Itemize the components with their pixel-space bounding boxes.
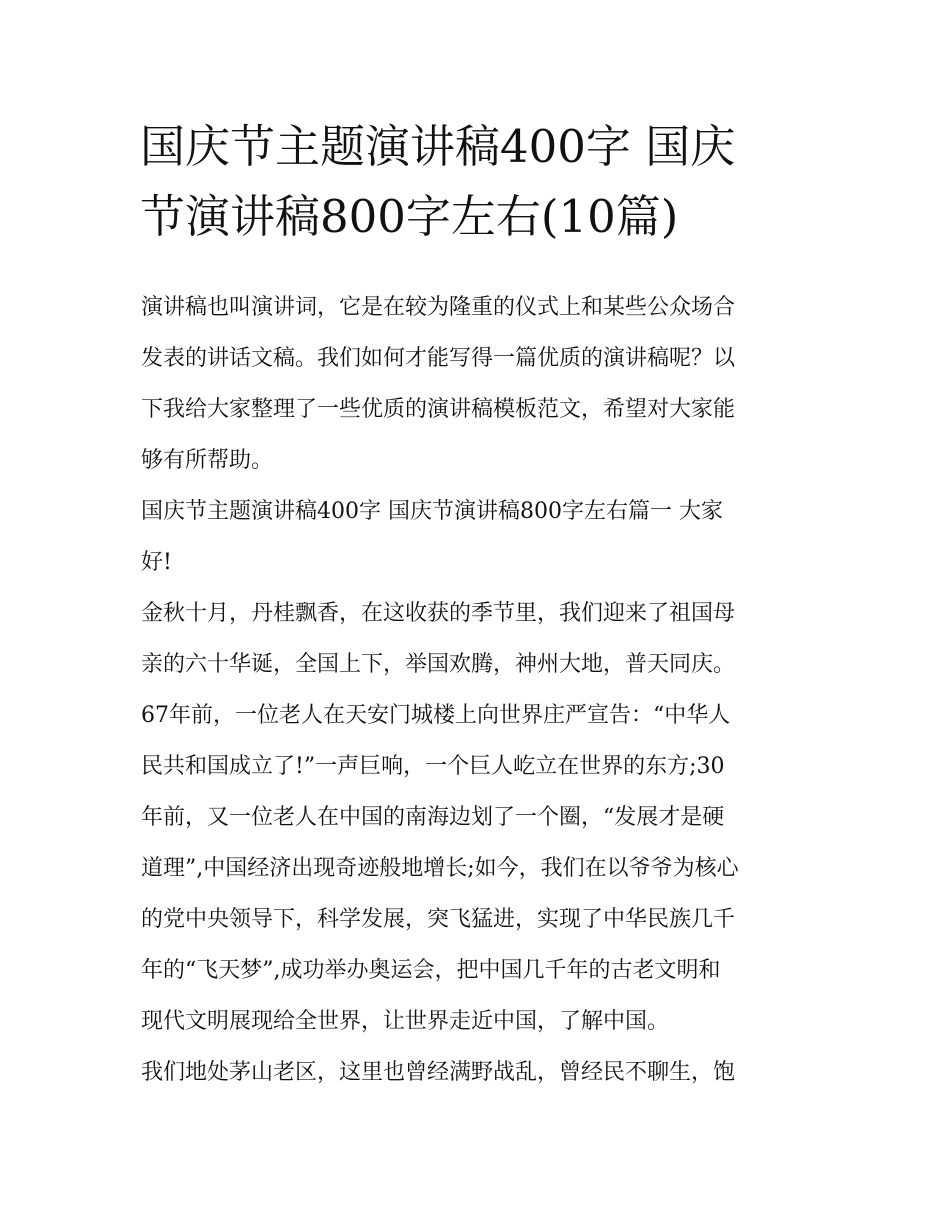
title-line: 节演讲稿800字左右(10篇) — [140, 190, 679, 243]
body-line: 金秋十月，丹桂飘香，在这收获的季节里，我们迎来了祖国母 — [141, 601, 736, 626]
body-line: 下我给大家整理了一些优质的演讲稿模板范文，希望对大家能 — [141, 397, 736, 422]
body-line: 我们地处茅山老区，这里也曾经满野战乱，曾经民不聊生，饱 — [141, 1060, 736, 1085]
body-line: 好! — [141, 550, 172, 575]
document-body — [141, 282, 821, 1098]
body-line: 年前，又一位老人在中国的南海边划了一个圈，“发展才是硬 — [141, 805, 725, 830]
body-line: 够有所帮助。 — [141, 448, 274, 473]
body-line: 年的“飞天梦”,成功举办奥运会，把中国几千年的古老文明和 — [141, 958, 721, 983]
body-line: 演讲稿也叫演讲词，它是在较为隆重的仪式上和某些公众场合 — [141, 295, 736, 320]
body-line: 国庆节主题演讲稿400字 国庆节演讲稿800字左右篇一 大家 — [141, 499, 723, 524]
body-line: 现代文明展现给全世界，让世界走近中国，了解中国。 — [141, 1009, 670, 1034]
body-line: 民共和国成立了!”一声巨响，一个巨人屹立在世界的东方;30 — [141, 754, 725, 779]
body-line: 亲的六十华诞，全国上下，举国欢腾，神州大地，普天同庆。 — [141, 652, 736, 677]
body-line: 道理”,中国经济出现奇迹般地增长;如今，我们在以爷爷为核心 — [141, 856, 739, 881]
body-line: 的党中央领导下，科学发展，突飞猛进，实现了中华民族几千 — [141, 907, 736, 932]
body-line: 发表的讲话文稿。我们如何才能写得一篇优质的演讲稿呢？以 — [141, 346, 736, 371]
document-title — [140, 112, 820, 252]
body-line: 67年前，一位老人在天安门城楼上向世界庄严宣告：“中华人 — [141, 703, 731, 728]
title-line: 国庆节主题演讲稿400字 国庆 — [140, 120, 736, 173]
